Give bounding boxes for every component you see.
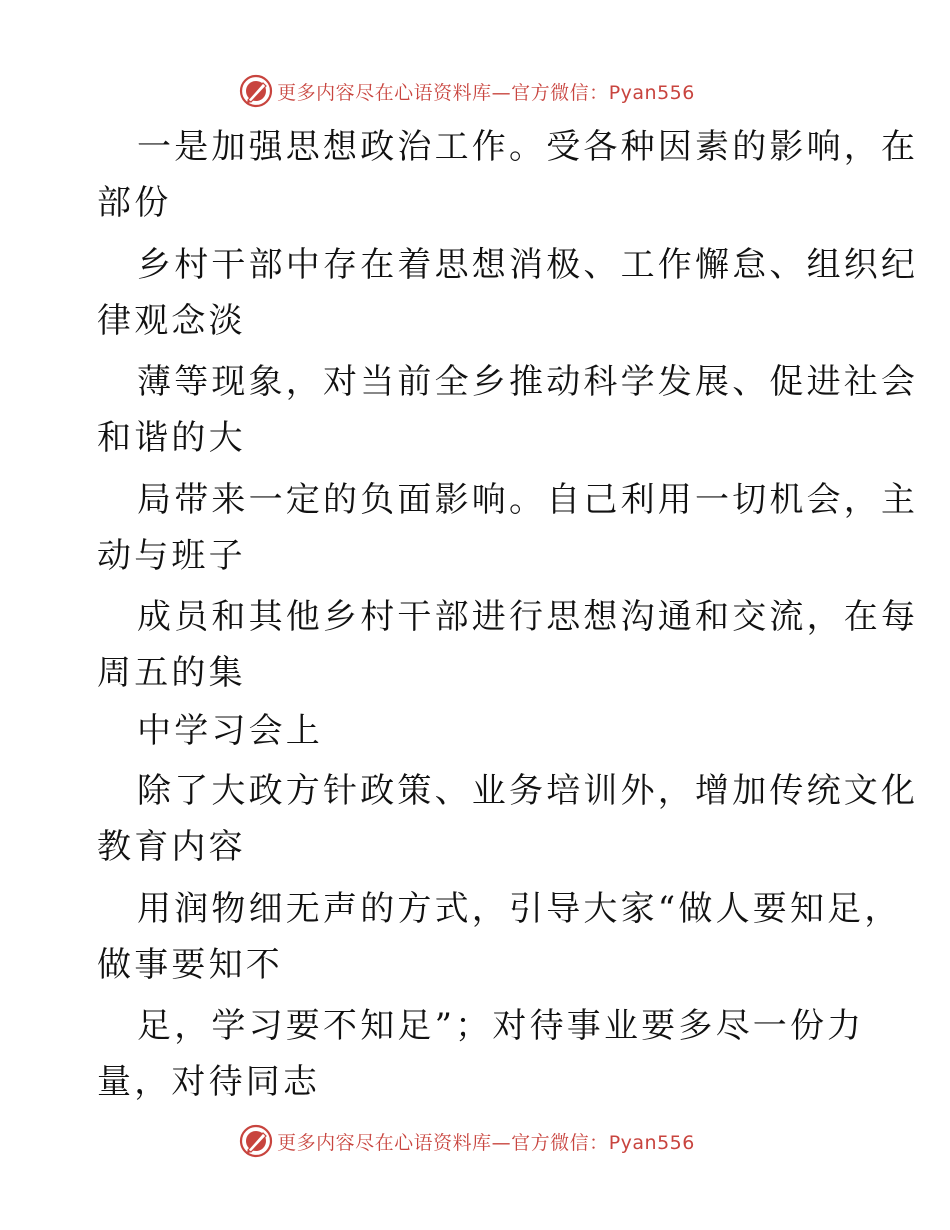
banner-separator: — — [491, 1131, 512, 1154]
body-line: 量，对待同志 — [97, 1062, 321, 1102]
body-line: 足，学习要不知足”；对待事业要多尽一份力 — [137, 1006, 865, 1046]
pen-logo-icon — [239, 74, 273, 108]
banner-separator: — — [491, 81, 512, 104]
wechat-id: Pyan556 — [608, 81, 695, 104]
wechat-id: Pyan556 — [608, 1131, 695, 1154]
body-line: 周五的集 — [97, 653, 246, 693]
pen-logo-icon — [239, 1124, 273, 1158]
body-line: 教育内容 — [97, 827, 246, 867]
footer-banner — [0, 1121, 950, 1161]
wechat-label: 官方微信： — [511, 81, 609, 104]
body-line: 一是加强思想政治工作。受各种因素的影响，在 — [137, 127, 919, 167]
body-line: 乡村干部中存在着思想消极、工作懈怠、组织纪 — [137, 245, 919, 285]
banner-title: 更多内容尽在心语资料库 — [277, 1131, 492, 1154]
body-line: 用润物细无声的方式，引导大家“做人要知足， — [137, 889, 902, 929]
banner-title: 更多内容尽在心语资料库 — [277, 81, 492, 104]
body-line: 除了大政方针政策、业务培训外，增加传统文化 — [137, 771, 919, 811]
body-line: 和谐的大 — [97, 418, 246, 458]
body-line: 律观念淡 — [97, 301, 246, 341]
body-line: 成员和其他乡村干部进行思想沟通和交流，在每 — [137, 597, 919, 637]
body-line: 动与班子 — [97, 536, 246, 576]
header-banner — [0, 71, 950, 111]
body-line: 部份 — [97, 183, 172, 223]
body-line: 做事要知不 — [97, 945, 283, 985]
wechat-label: 官方微信： — [511, 1131, 609, 1154]
body-line: 薄等现象，对当前全乡推动科学发展、促进社会 — [137, 362, 919, 402]
body-line: 中学习会上 — [137, 711, 323, 751]
body-line: 局带来一定的负面影响。自己利用一切机会，主 — [137, 480, 919, 520]
